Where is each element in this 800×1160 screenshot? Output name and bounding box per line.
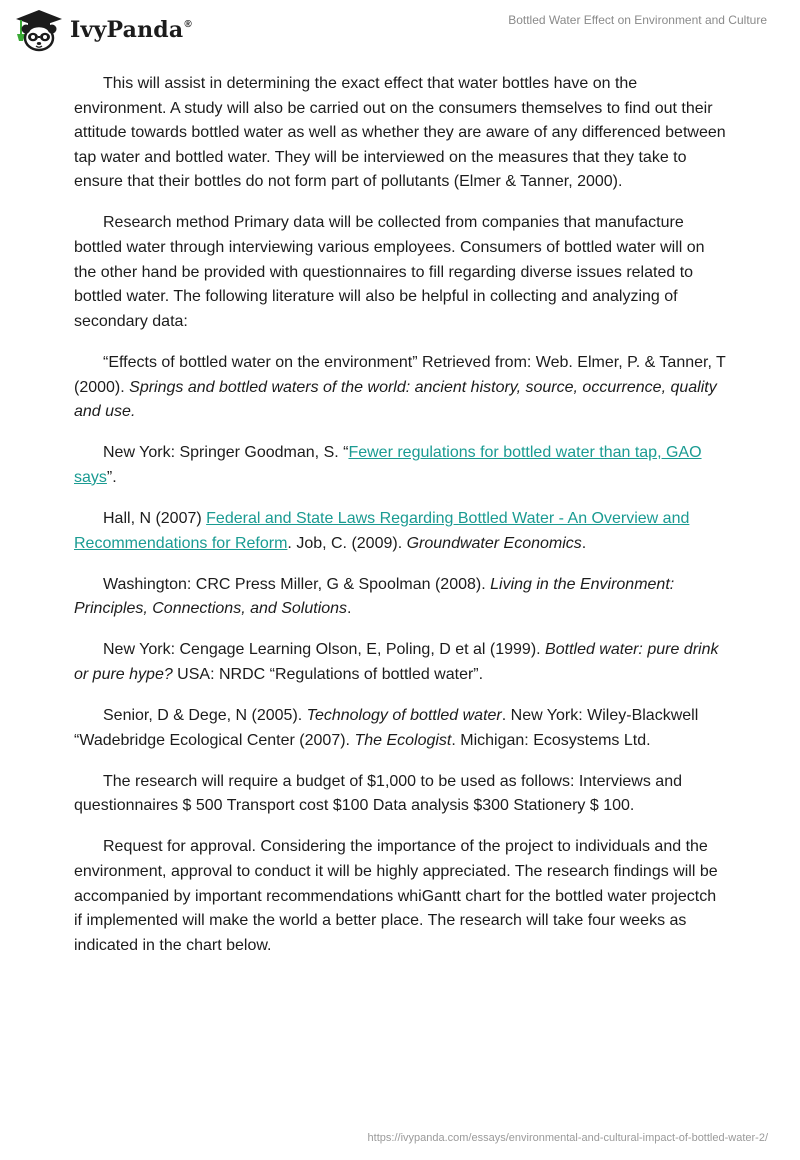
body-paragraph [74,770,728,819]
italic-title: Groundwater Economics [406,534,582,552]
italic-title: Bottled water: pure drink or pure hype? [74,641,719,683]
reference-link[interactable]: Fewer regulations for bottled water than tap, GAO says [74,444,702,486]
source-url[interactable]: https://ivypanda.com/essays/environmental-and-cultural-impact-of-bottled-water-2/ [367,1132,768,1144]
italic-title: Living in the Environment: Principles, Connections, and Solutions [74,575,675,618]
text-run: “Effects of bottled water on the environment” Retrieved from: Web. Elmer, P. & Tanner, T (2000). [74,353,726,396]
italic-title: The Ecologist [354,731,452,749]
body-paragraph [74,704,728,753]
text-run: Request for approval. Considering the importance of the project to individuals and the environment, approval to conduct it will be highly appreciated. The research findings will be accompanied by important recommendations whiGantt chart for the bottled water projectch if implemented will make the world a better place. The research will take four weeks as indicated in the chart below. [74,838,718,954]
text-run: . Job, C. (2009). [287,534,407,552]
body-paragraph [74,72,728,195]
trademark-mark: ® [184,19,192,30]
text-run: USA: NRDC “Regulations of bottled water”. [172,665,484,683]
body-paragraph [74,211,728,334]
text-run: This will assist in determining the exact effect that water bottles have on the environment. A study will also be carried out on the consumers themselves to find out their attitude towards bottled water as well as whether they are aware of any differenced between tap water and bottled water. They will be interviewed on the measures that they take to ensure that their bottles do not form part of pollutants (Elmer & Tanner, 2000). [74,75,726,191]
text-run: ”. [106,468,117,486]
body-paragraph [74,441,728,490]
text-run: New York: Springer Goodman, S. “ [103,444,349,462]
ivypanda-logo[interactable] [14,8,192,52]
panda-graduate-logo-icon [14,8,64,52]
italic-title: Springs and bottled waters of the world: ancient history, source, occurrence, quality and use. [74,378,717,421]
italic-title: Technology of bottled water [306,706,502,724]
body-paragraph [74,507,728,556]
reference-link[interactable]: Federal and State Laws Regarding Bottled Water - An Overview and Recommendations for Reform [74,509,690,552]
text-run: Washington: CRC Press Miller, G & Spoolman (2008). [103,575,491,593]
body-paragraph [74,351,728,425]
text-run: New York: Cengage Learning Olson, E, Poling, D et al (1999). [103,641,546,659]
text-run: Senior, D & Dege, N (2005). [103,706,307,724]
text-run: The research will require a budget of $1,000 to be used as follows: Interviews and questionnaires $ 500 Transport cost $100 Data analysis $300 Stationery $ 100. [74,772,682,815]
body-paragraph [74,638,728,687]
brand-name: IvyPanda® [70,17,192,43]
text-run: . [347,600,352,618]
document-title: Bottled Water Effect on Environment and Culture [508,13,767,27]
essay-body [74,72,728,975]
body-paragraph [74,835,728,958]
text-run: Research method Primary data will be collected from companies that manufacture bottled water through interviewing various employees. Consumers of bottled water will on the other hand be provided with questionnaires to fill regarding diverse issues related to bottled water. The following literature will also be helpful in collecting and analyzing of secondary data: [74,214,705,330]
text-run: . Michigan: Ecosystems Ltd. [451,731,651,749]
body-paragraph [74,573,728,622]
text-run: . New York: Wiley-Blackwell “Wadebridge Ecological Center (2007). [74,706,699,749]
text-run: . [581,534,587,552]
page-header [0,0,800,62]
text-run: Hall, N (2007) [103,509,207,527]
